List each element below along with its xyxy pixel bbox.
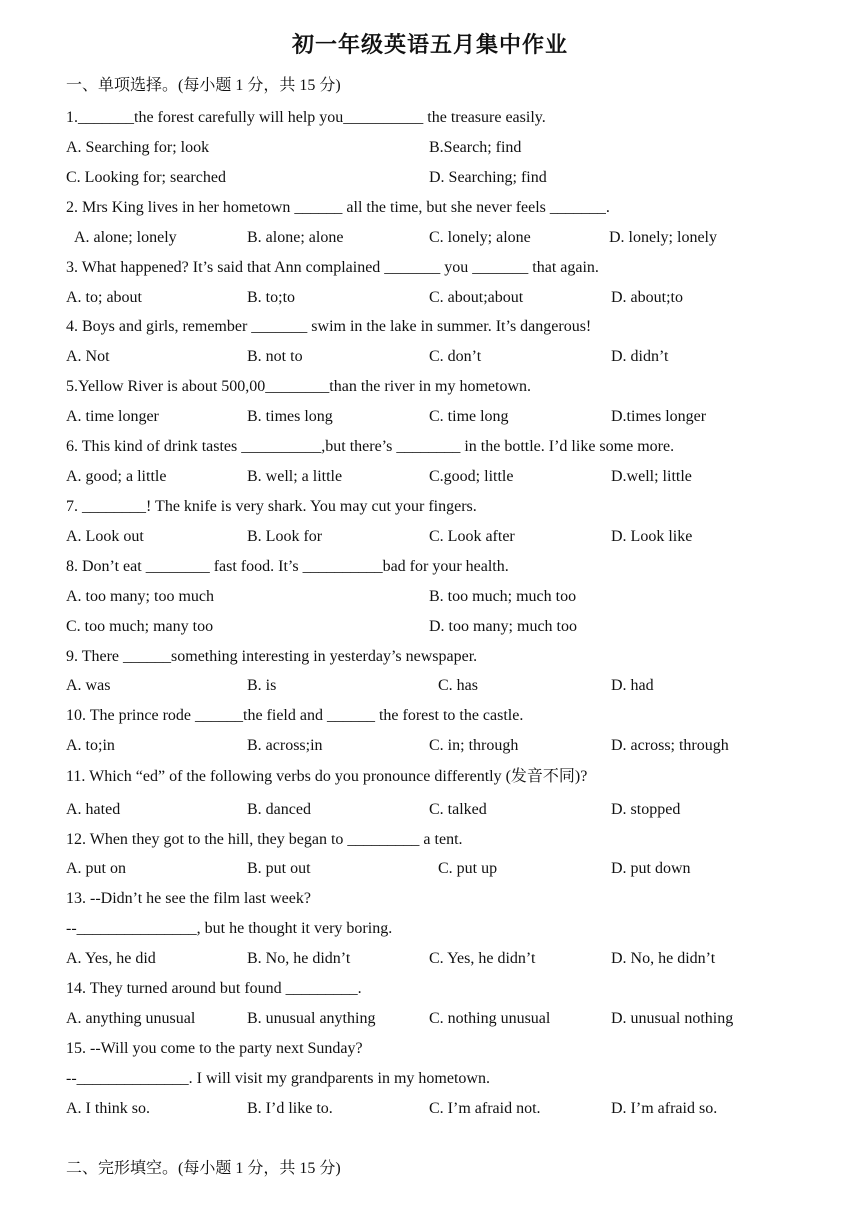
option-c: C. Yes, he didn’t (429, 950, 536, 967)
option-a: A. Yes, he did (66, 950, 156, 967)
option-a: A. too many; too much (66, 588, 214, 605)
option-c: C. nothing unusual (429, 1010, 551, 1027)
option-a: A. alone; lonely (74, 229, 177, 246)
question-stem: 2. Mrs King lives in her hometown ______ all the time, but she never feels _______. (66, 199, 610, 216)
option-d: D. No, he didn’t (611, 950, 716, 967)
option-a: A. Not (66, 348, 110, 365)
option-b: B. danced (247, 801, 311, 818)
question-stem-reply: --______________. I will visit my grandparents in my hometown. (66, 1070, 490, 1087)
option-a: A. to; about (66, 289, 142, 306)
option-a: A. anything unusual (66, 1010, 196, 1027)
question-stem: 15. --Will you come to the party next Sunday? (66, 1040, 363, 1057)
option-b: B. to;to (247, 289, 296, 306)
option-d: D.times longer (611, 408, 707, 425)
option-d: D. stopped (611, 801, 681, 818)
section-heading-2: 二、完形填空。(每小题 1 分，共 15 分) (66, 1160, 341, 1177)
question-stem-reply: --_______________, but he thought it very boring. (66, 920, 393, 937)
option-a: A. hated (66, 801, 121, 818)
option-d: D. didn’t (611, 348, 669, 365)
option-d: D. I’m afraid so. (611, 1100, 718, 1117)
option-b: B. too much; much too (429, 588, 577, 605)
option-c: C. about;about (429, 289, 524, 306)
question-stem: 14. They turned around but found _________. (66, 980, 362, 997)
page-title: 初一年级英语五月集中作业 (291, 33, 568, 58)
option-d: D. too many; much too (429, 618, 577, 635)
option-c: C. I’m afraid not. (429, 1100, 541, 1117)
option-c: C. in; through (429, 737, 519, 754)
option-b: B. times long (247, 408, 333, 425)
option-b: B. No, he didn’t (247, 950, 351, 967)
option-b: B. alone; alone (247, 229, 344, 246)
question-stem: 12. When they got to the hill, they began to _________ a tent. (66, 831, 463, 848)
option-c: C. don’t (429, 348, 482, 365)
option-c: C. too much; many too (66, 618, 214, 635)
option-a: A. good; a little (66, 468, 167, 485)
option-b: B. not to (247, 348, 303, 365)
option-c: C.good; little (429, 468, 514, 485)
option-c: C. Looking for; searched (66, 169, 226, 186)
option-c: C. talked (429, 801, 487, 818)
question-stem: 10. The prince rode ______the field and ______ the forest to the castle. (66, 707, 524, 724)
option-a: A. I think so. (66, 1100, 150, 1117)
option-c: C. Look after (429, 528, 515, 545)
option-b: B. is (247, 677, 277, 694)
option-d: D. lonely; lonely (609, 229, 717, 246)
option-a: A. Look out (66, 528, 144, 545)
option-b: B.Search; find (429, 139, 522, 156)
option-a: A. to;in (66, 737, 115, 754)
option-c: C. has (438, 677, 478, 694)
option-c: C. time long (429, 408, 509, 425)
question-stem: 9. There ______something interesting in yesterday’s newspaper. (66, 648, 478, 665)
option-a: A. time longer (66, 408, 159, 425)
option-b: B. I’d like to. (247, 1100, 333, 1117)
option-b: B. put out (247, 860, 311, 877)
option-a: A. was (66, 677, 111, 694)
option-c: C. lonely; alone (429, 229, 531, 246)
option-d: D. about;to (611, 289, 683, 306)
option-d: D. Searching; find (429, 169, 547, 186)
question-stem: 5.Yellow River is about 500,00________than the river in my hometown. (66, 378, 531, 395)
option-b: B. Look for (247, 528, 323, 545)
option-b: B. across;in (247, 737, 323, 754)
question-stem: 11. Which “ed” of the following verbs do you pronounce differently (发音不同)? (66, 768, 588, 785)
option-d: D. unusual nothing (611, 1010, 734, 1027)
option-d: D. Look like (611, 528, 693, 545)
option-a: A. Searching for; look (66, 139, 210, 156)
option-a: A. put on (66, 860, 126, 877)
section-heading-1: 一、单项选择。(每小题 1 分，共 15 分) (66, 77, 341, 94)
option-b: B. well; a little (247, 468, 343, 485)
question-stem: 7. ________! The knife is very shark. You may cut your fingers. (66, 498, 477, 515)
option-d: D.well; little (611, 468, 692, 485)
option-b: B. unusual anything (247, 1010, 376, 1027)
question-stem: 3. What happened? It’s said that Ann complained _______ you _______ that again. (66, 259, 599, 276)
question-stem: 8. Don’t eat ________ fast food. It’s __________bad for your health. (66, 558, 509, 575)
question-stem: 6. This kind of drink tastes __________,but there’s ________ in the bottle. I’d like some more. (66, 438, 675, 455)
option-d: D. had (611, 677, 654, 694)
question-stem: 13. --Didn’t he see the film last week? (66, 890, 311, 907)
option-c: C. put up (438, 860, 498, 877)
option-d: D. across; through (611, 737, 729, 754)
question-stem: 4. Boys and girls, remember _______ swim in the lake in summer. It’s dangerous! (66, 318, 592, 335)
question-stem: 1._______the forest carefully will help you__________ the treasure easily. (66, 109, 546, 126)
option-d: D. put down (611, 860, 691, 877)
